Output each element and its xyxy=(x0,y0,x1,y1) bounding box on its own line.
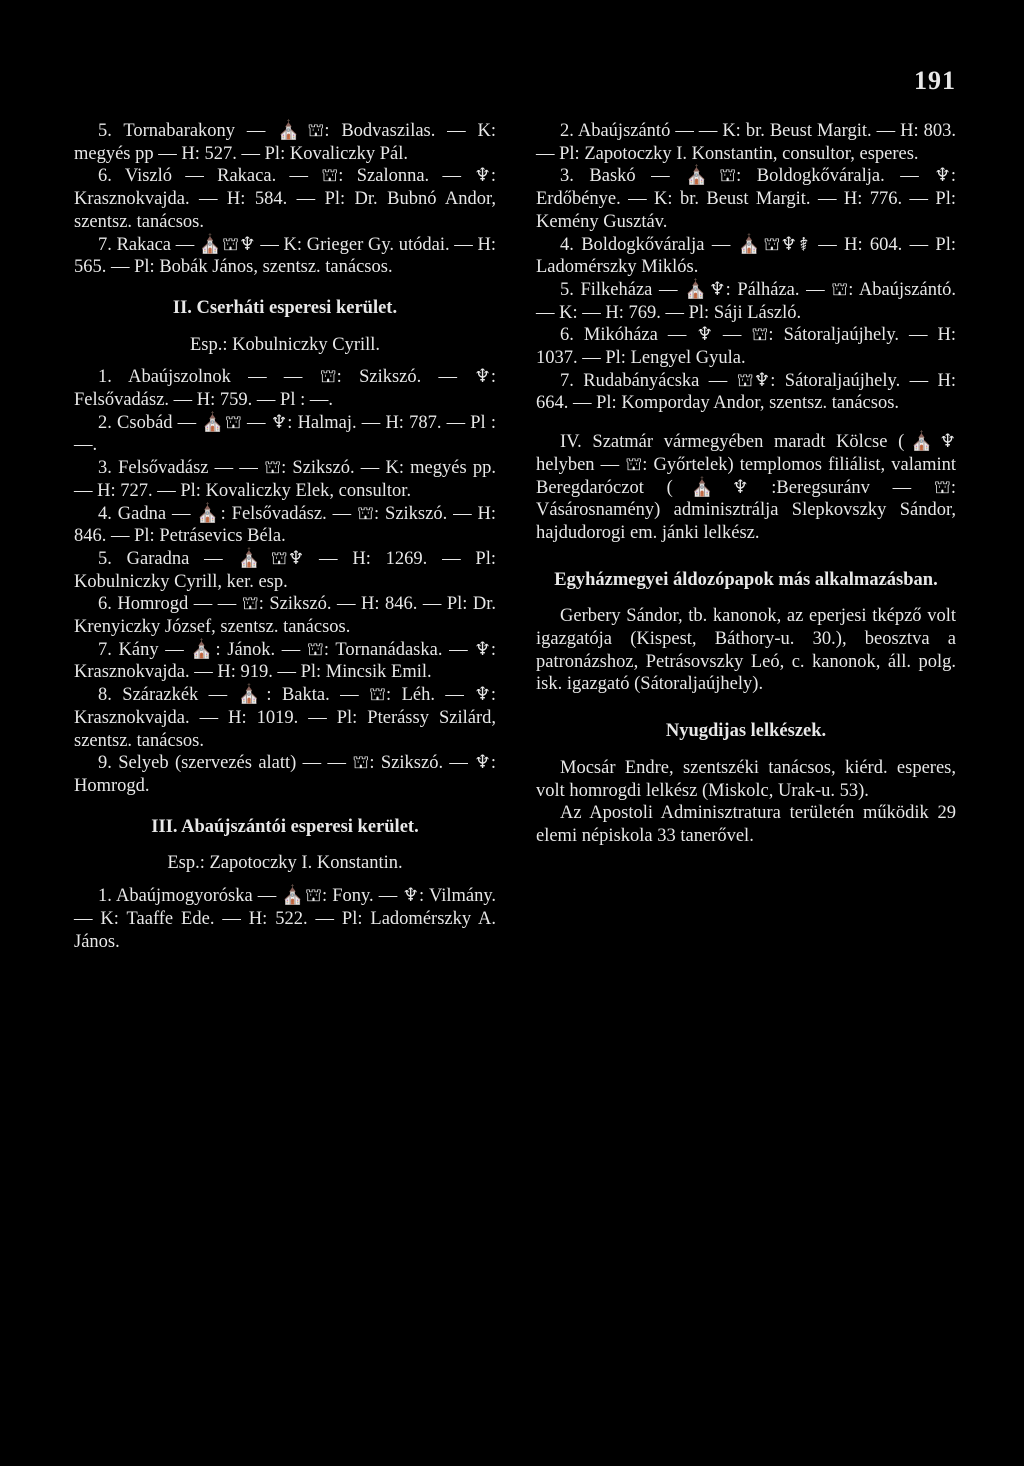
entry-csobad: 2. Csobád — ⛪⛫ — ♆: Halmaj. — H: 787. — Pl : —. xyxy=(74,412,496,456)
entry-rudabanyacska: 7. Rudabányácska — ⛫♆: Sátoraljaújhely. — H: 664. — Pl: Komporday Andor, szentsz. tanácsos. xyxy=(536,370,956,414)
entry-gadna: 4. Gadna — ⛪: Felsővadász. — ⛫: Szikszó. — H: 846. — Pl: Petrásevics Béla. xyxy=(74,503,496,547)
section-heading-retired: Nyugdijas lelkészek. xyxy=(665,721,827,742)
entry-tornabarakony: 5. Tornabarakony — ⛪⛫: Bodvaszilas. — K: megyés pp — H: 527. — Pl: Kovaliczky Pál. xyxy=(74,121,496,164)
entry-mikohaza: 6. Mikóháza — ♆ — ⛫: Sátoraljaújhely. — H: 1037. — Pl: Lengyel Gyula. xyxy=(536,325,956,369)
entry-mocsar: Mocsár Endre, szentszéki tanácsos, kiérd. esperes, volt homrogdi lelkész (Miskolc, Urak-u. 53). xyxy=(536,757,956,801)
entry-selyeb: 9. Selyeb (szervezés alatt) — — ⛫: Szikszó. — ♆: Homrogd. xyxy=(74,753,496,796)
entry-garadna: 5. Garadna — ⛪⛫♆ — H: 1269. — Pl: Kobulniczky Cyrill, ker. esp. xyxy=(74,548,496,592)
district-heading-cserhati: II. Cserháti esperesi kerület. xyxy=(172,297,398,318)
entry-szatmar: IV. Szatmár vármegyében maradt Kölcse (⛪♆ helyben — ⛫: Győrtelek) templomos filiálist, valamint Beregdaróczot (⛪♆ :Beregsuránv — ⛫: Vásárosnamény) adminisztrálja Slepkovszky Sándor, hajdudorogi em. jánki lelkész. xyxy=(536,432,956,543)
left-column xyxy=(74,120,496,953)
entry-boldogkovaralja: 4. Boldogkőváralja — ⛪⛫♆⚕ — H: 604. — Pl: Ladomérszky Miklós. xyxy=(536,234,956,278)
entry-rakaca: 7. Rakaca — ⛪⛫♆ — K: Grieger Gy. utódai. — H: 565. — Pl: Bobák János, szentsz. tanácsos. xyxy=(74,234,496,278)
entry-abaujszolnok: 1. Abaújszolnok — — ⛫: Szikszó. — ♆: Felsővadász. — H: 759. — Pl : —. xyxy=(74,367,496,411)
right-column xyxy=(536,120,956,848)
entry-schools: Az Apostoli Adminisztratura területén működik 29 elemi népiskola 33 tanerővel. xyxy=(536,803,956,846)
entry-szarazkek: 8. Szárazkék — ⛪: Bakta. — ⛫: Léh. — ♆: Krasznokvajda. — H: 1019. — Pl: Pterássy Szilárd, szentsz. tanácsos. xyxy=(74,685,496,751)
section-heading-other-employment: Egyházmegyei áldozópapok más alkalmazásban. xyxy=(554,569,938,590)
page-number: 191 xyxy=(914,66,956,95)
entry-basko: 3. Baskó — ⛪⛫: Boldogkőváralja. — ♆: Erdőbénye. — K: br. Beust Margit. — H: 776. — Pl: Kemény Gusztáv. xyxy=(536,166,956,232)
entry-homrogd: 6. Homrogd — — ⛫: Szikszó. — H: 846. — Pl: Dr. Krenyiczky József, szentsz. tanácsos. xyxy=(74,594,496,638)
entry-abaujszanto: 2. Abaújszántó — — K: br. Beust Margit. — H: 803. — Pl: Zapotoczky I. Konstantin, consultor, esperes. xyxy=(536,121,956,164)
district-heading-abaujszantoi: III. Abaújszántói esperesi kerület. xyxy=(151,816,419,837)
entry-abaujmogyoroska: 1. Abaújmogyoróska — ⛪⛫: Fony. — ♆: Vilmány. — K: Taaffe Ede. — H: 522. — Pl: Ladomérszky A. János. xyxy=(74,886,496,952)
dean-abaujszantoi: Esp.: Zapotoczky I. Konstantin. xyxy=(167,853,403,874)
entry-felsovadasz: 3. Felsővadász — — ⛫: Szikszó. — K: megyés pp. — H: 727. — Pl: Kovaliczky Elek, consultor. xyxy=(74,458,496,501)
entry-kany: 7. Kány — ⛪: Jánok. — ⛫: Tornanádaska. — ♆: Krasznokvajda. — H: 919. — Pl: Mincsik Emil. xyxy=(74,639,496,683)
entry-gerbery: Gerbery Sándor, tb. kanonok, az eperjesi tképző volt igazgatója (Kispest, Báthory-u. 30.), beosztva a patronázshoz, Petrásovszky Leó, c. kanonok, áll. polg. isk. igazgató (Sátoraljaújhely). xyxy=(536,606,956,695)
entry-filkehaza: 5. Filkeháza — ⛪♆: Pálháza. — ⛫: Abaújszántó. — K: — H: 769. — Pl: Sáji László. xyxy=(536,279,956,323)
dean-cserhati: Esp.: Kobulniczky Cyrill. xyxy=(189,334,381,355)
entry-viszlo: 6. Viszló — Rakaca. — ⛫: Szalonna. — ♆: Krasznokvajda. — H: 584. — Pl: Dr. Bubnó Andor, szentsz. tanácsos. xyxy=(74,166,496,232)
